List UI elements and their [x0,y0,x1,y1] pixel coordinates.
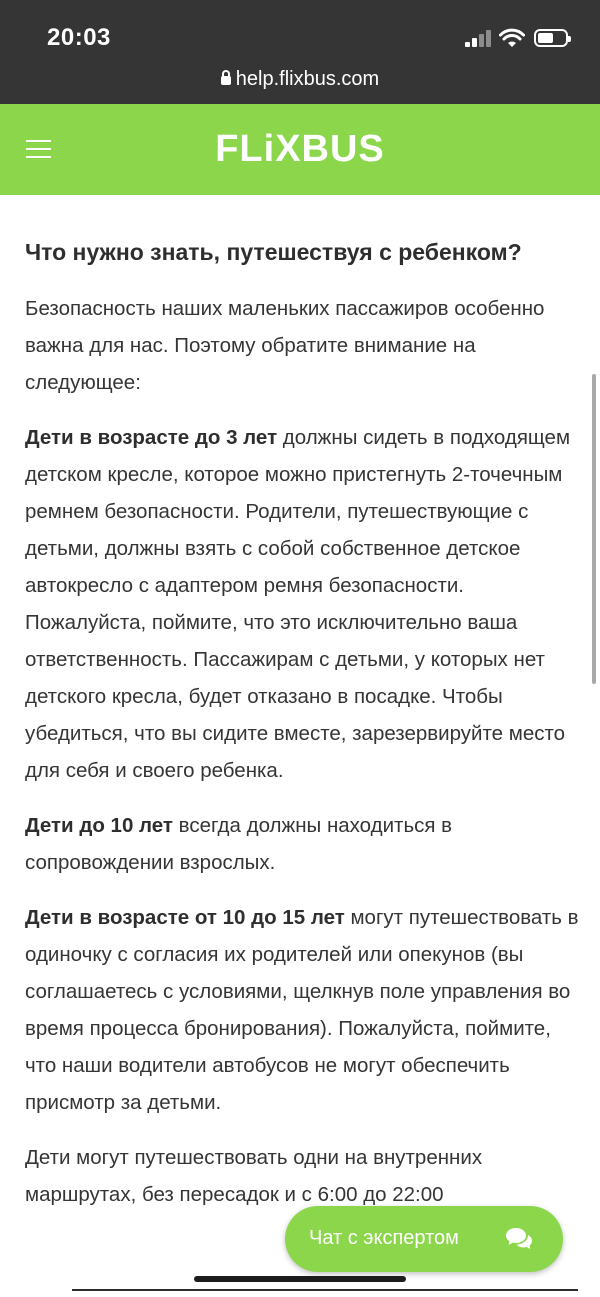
flixbus-logo[interactable]: FLiXBUS [215,128,385,170]
section-heading: Дети до 10 лет [25,814,173,837]
chat-bubbles-icon [505,1226,533,1252]
wifi-icon [499,28,525,48]
section-under-10 [25,807,580,881]
article-content [25,230,580,1231]
section-heading: Дети в возрасте до 3 лет [25,426,278,449]
article-intro: Безопасность наших маленьких пассажиров особенно важна для нас. Поэтому обратите внимание на следующее: [25,297,545,394]
partial-paragraph: Дети могут путешествовать одни на внутренних маршрутах, без пересадок и с 6:00 до 22:00 [25,1146,483,1206]
section-10-15 [25,899,580,1121]
section-text: всегда должны находиться в сопровождении взрослых. [25,814,453,874]
chat-expert-button[interactable] [285,1206,563,1272]
url-bar[interactable] [0,68,600,91]
chat-button-label: Чат с экспертом [309,1227,459,1249]
url-text: help.flixbus.com [235,68,380,90]
section-under-3 [25,419,580,789]
scroll-indicator[interactable] [592,374,596,684]
status-bar [0,0,600,104]
section-text: должны сидеть в подходящем детском кресле, которое можно пристегнуть 2-точечным ремнем безопасности. Родители, путешествующие с детьми, должны взять с собой собственное детское автокресло с адаптером ремня безопасности. Пожалуйста, поймите, что это исключительно ваша ответственность. Пассажирам с детьми, у которых нет детского кресла, будет отказано в посадке. Чтобы убедиться, что вы сидите вместе, зарезервируйте место для себя и своего ребенка. [25,426,571,782]
signal-icon [465,30,493,47]
section-heading: Дети в возрасте от 10 до 15 лет [25,906,345,929]
bottom-scroll-line [72,1289,578,1291]
battery-icon [534,29,568,47]
article-title: Что нужно знать, путешествуя с ребенком? [25,239,522,265]
lock-icon [221,76,231,85]
section-text: могут путешествовать в одиночку с согласия их родителей или опекунов (вы соглашаетесь с условиями, щелкнув поле управления во время процесса бронирования). Пожалуйста, поймите, что наши водители автобусов не могут обеспечить присмотр за детьми. [25,906,579,1114]
status-time: 20:03 [47,24,111,51]
home-indicator [194,1276,406,1282]
